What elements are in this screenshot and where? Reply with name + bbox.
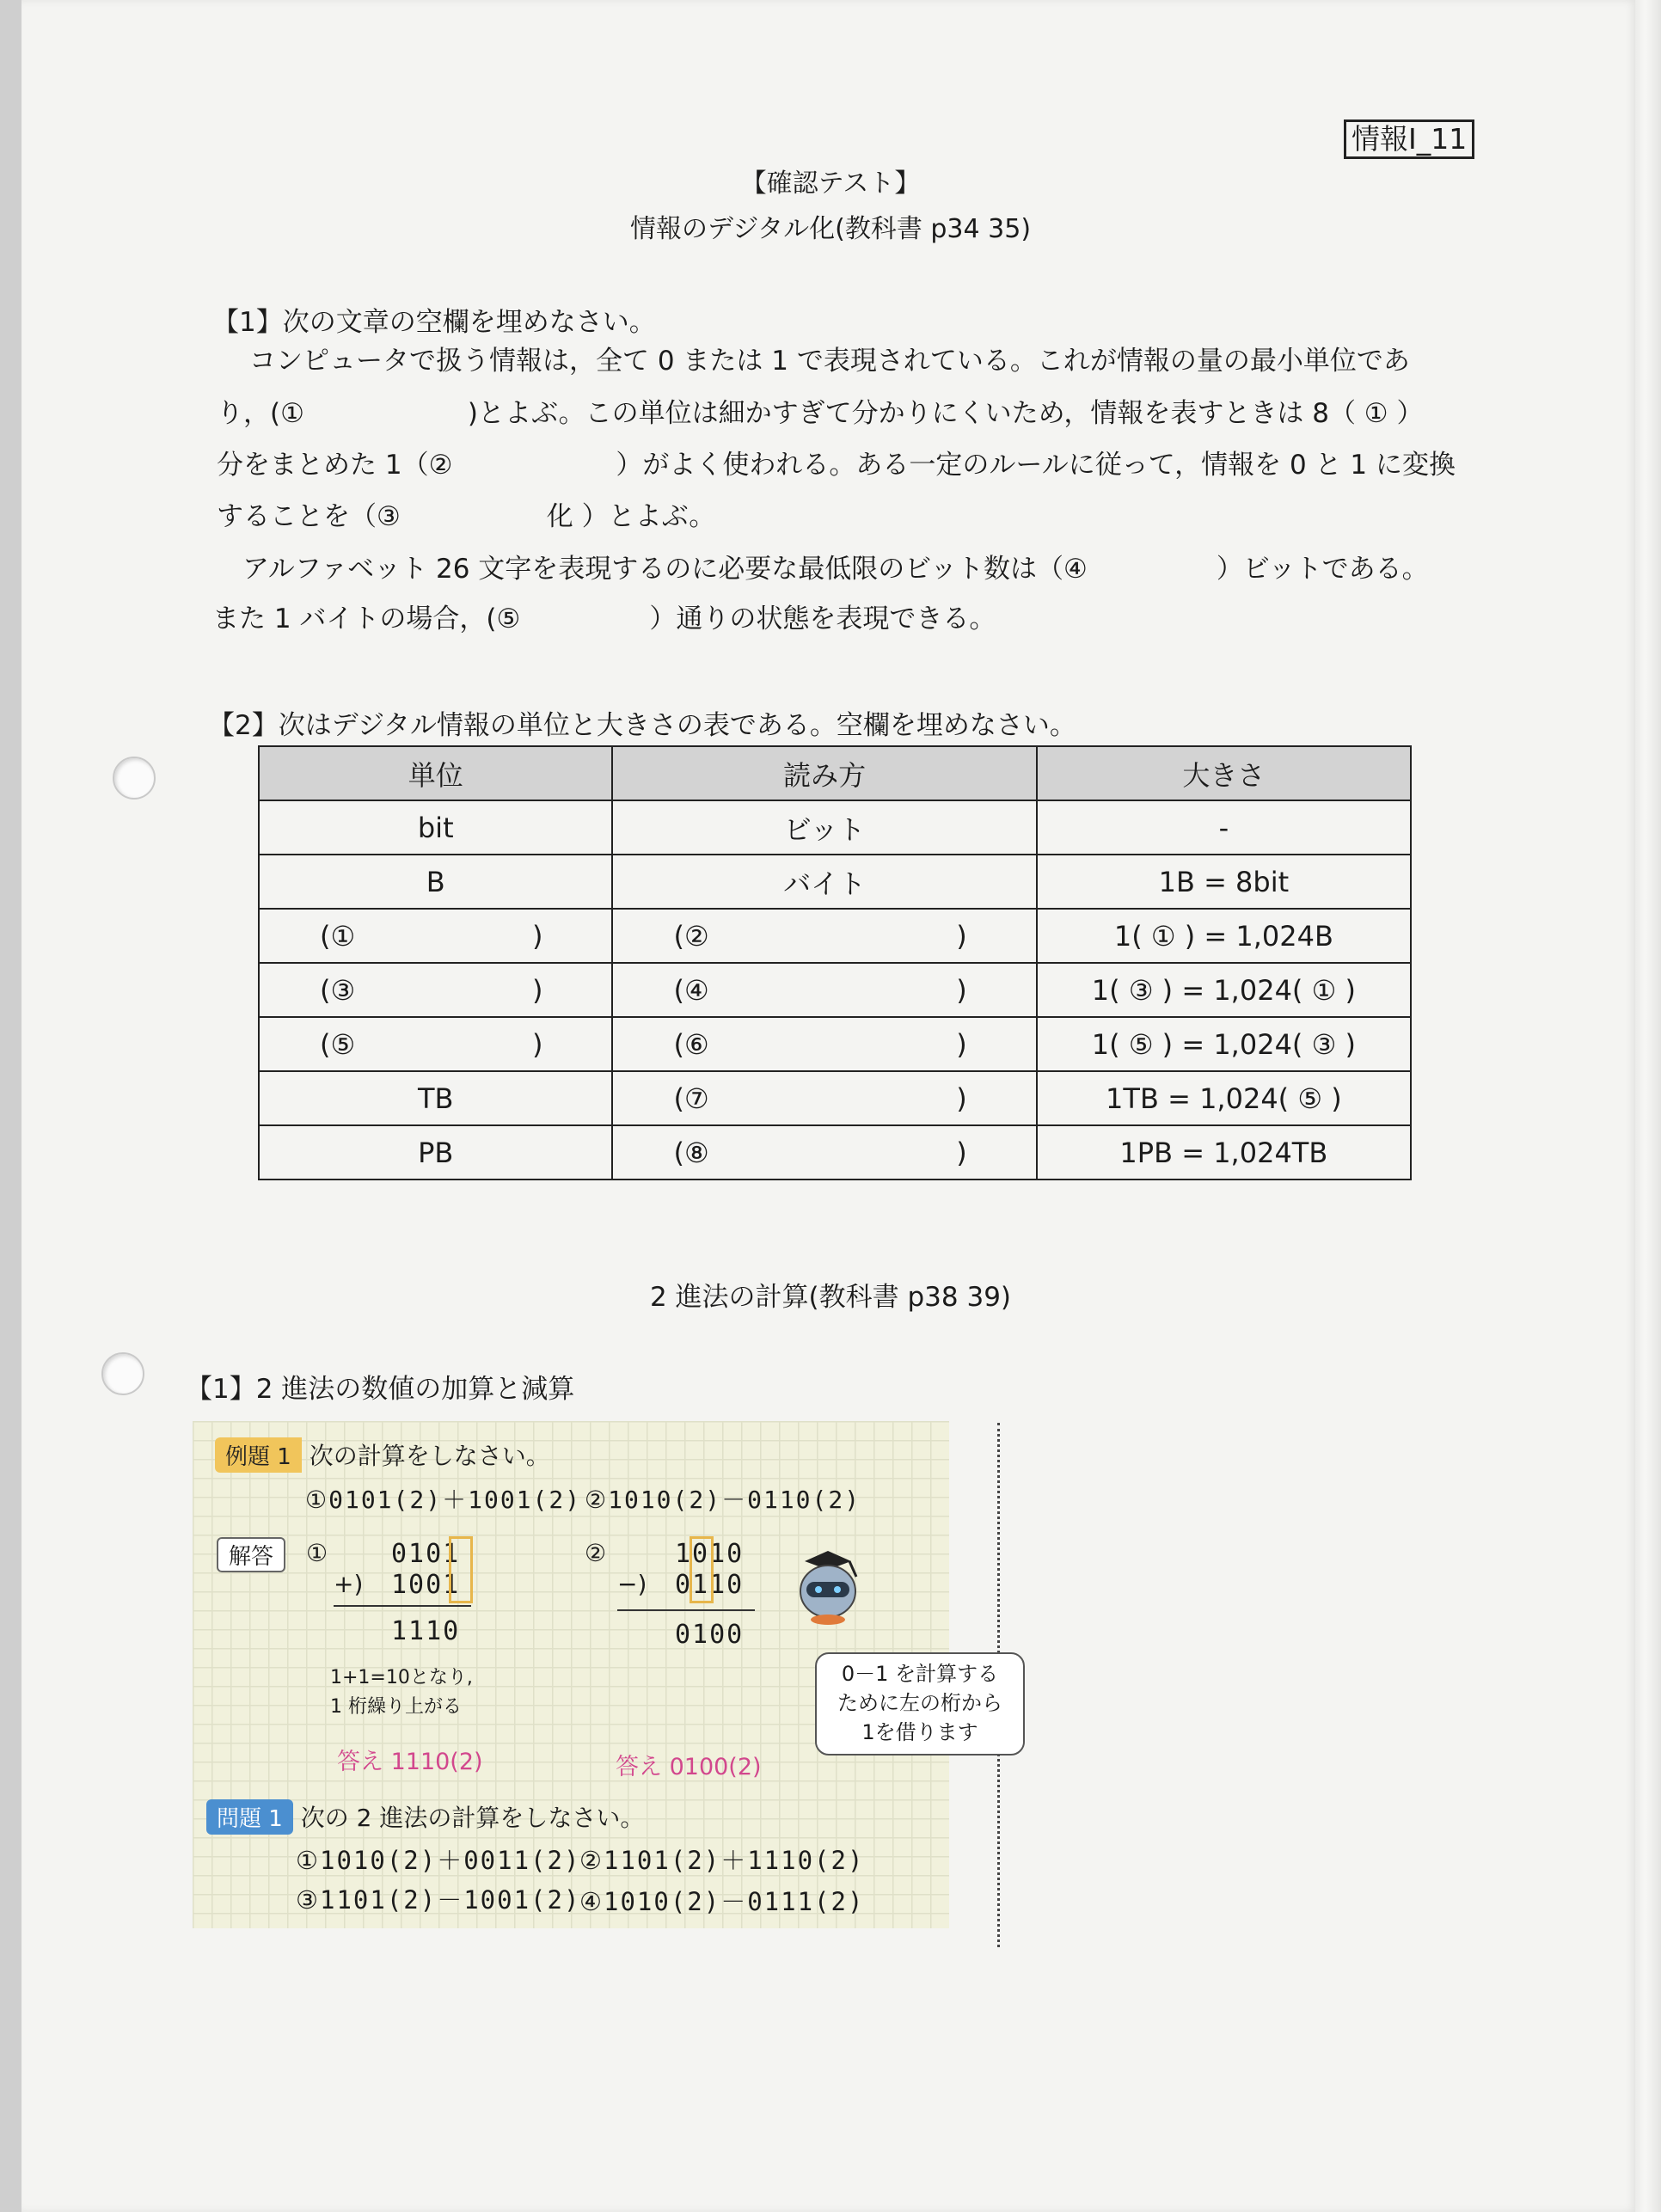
size-cell: 1( ① ) = 1,024B bbox=[1037, 909, 1411, 963]
q1-line bbox=[242, 547, 1429, 585]
section1-title: 情報のデジタル化(教科書 p34 35) bbox=[629, 214, 1032, 244]
paper-stack-edge bbox=[1635, 0, 1661, 2212]
unit-cell[interactable] bbox=[259, 909, 612, 963]
table-header-row bbox=[259, 746, 1411, 800]
q1-heading: 【1】次の文章の空欄を埋めなさい。 bbox=[212, 307, 656, 338]
calc1-top: 0101 bbox=[391, 1539, 461, 1569]
calc2-top: 1010 bbox=[675, 1539, 745, 1569]
problem-item-2[interactable]: ②1101(2)＋1110(2) bbox=[579, 1846, 865, 1875]
answer-header bbox=[217, 1537, 285, 1572]
unit-cell: B bbox=[259, 855, 612, 909]
reading-cell[interactable] bbox=[612, 963, 1036, 1017]
calc1-op: +) bbox=[334, 1570, 364, 1598]
q1-fragment: )とよぶ。この単位は細かすぎて分かりにくいため，情報を表すときは 8（ ① ） bbox=[467, 398, 1424, 429]
q1-line bbox=[212, 597, 996, 635]
q1-fragment: り，(① bbox=[217, 398, 304, 429]
blank-label: (⑦ bbox=[673, 1081, 709, 1115]
punch-hole bbox=[113, 757, 156, 800]
example-answer-1: 答え 1110(2) bbox=[337, 1749, 483, 1775]
blank-label: (④ bbox=[673, 973, 709, 1007]
header-unit: 単位 bbox=[259, 746, 612, 800]
unit-cell: TB bbox=[259, 1071, 612, 1125]
calc1-label: ① bbox=[306, 1539, 328, 1567]
blank-label: (③ bbox=[320, 973, 356, 1007]
sum-line bbox=[334, 1605, 471, 1607]
reading-cell[interactable] bbox=[612, 1125, 1036, 1180]
reading-cell: ビット bbox=[612, 800, 1036, 855]
blank-close: ) bbox=[956, 1081, 967, 1115]
blank-label: (⑤ bbox=[320, 1027, 356, 1061]
blank-label: (① bbox=[320, 919, 356, 953]
blank-label: (② bbox=[673, 919, 709, 953]
section2-heading: 【1】2 進法の数値の加算と減算 bbox=[186, 1374, 575, 1405]
table-row bbox=[259, 800, 1411, 855]
q1-fragment: ）がよく使われる。ある一定のルールに従って，情報を 0 と 1 に変換 bbox=[616, 450, 1456, 481]
calc1-mid: 1001 bbox=[391, 1570, 461, 1600]
example-problem-1: ①0101(2)＋1001(2) bbox=[305, 1486, 582, 1514]
problem-instruction: 次の 2 進法の計算をしなさい。 bbox=[300, 1804, 645, 1832]
size-cell: 1( ③ ) = 1,024( ① ) bbox=[1037, 963, 1411, 1017]
q1-fragment: ）ビットである。 bbox=[1216, 554, 1429, 585]
blank-label: (⑥ bbox=[673, 1027, 709, 1061]
subject-badge: 情報Ⅰ_11 bbox=[1344, 119, 1474, 159]
problem-item-1[interactable]: ①1010(2)＋0011(2) bbox=[296, 1846, 581, 1875]
example-problem-2: ②1010(2)－0110(2) bbox=[585, 1486, 861, 1514]
size-cell: 1B = 8bit bbox=[1037, 855, 1411, 909]
q1-fragment: 分をまとめた 1（② bbox=[217, 450, 453, 481]
q1-fragment: 化 ）とよぶ。 bbox=[546, 501, 716, 532]
hint-line: ために左の桁から bbox=[837, 1691, 1002, 1715]
blank-close: ) bbox=[956, 973, 967, 1007]
table-row bbox=[259, 1017, 1411, 1071]
robot-mascot-icon bbox=[789, 1544, 867, 1630]
size-cell: 1( ⑤ ) = 1,024( ③ ) bbox=[1037, 1017, 1411, 1071]
size-cell: - bbox=[1037, 800, 1411, 855]
q1-fragment: また 1 バイトの場合，(⑤ bbox=[212, 604, 521, 634]
q2-heading: 【2】次はデジタル情報の単位と大きさの表である。空欄を埋めなさい。 bbox=[208, 710, 1076, 741]
answer-tag: 解答 bbox=[217, 1537, 285, 1572]
size-cell: 1TB = 1,024( ⑤ ) bbox=[1037, 1071, 1411, 1125]
q1-fragment: アルファベット 26 文字を表現するのに必要な最低限のビット数は（④ bbox=[242, 554, 1088, 585]
blank-close: ) bbox=[956, 1027, 967, 1061]
example-header bbox=[215, 1437, 550, 1473]
example-instruction: 次の計算をしなさい。 bbox=[309, 1442, 550, 1470]
punch-hole bbox=[101, 1352, 144, 1395]
problem-header bbox=[206, 1799, 644, 1835]
unit-cell[interactable] bbox=[259, 1017, 612, 1071]
q1-fragment: ）通りの状態を表現できる。 bbox=[649, 604, 996, 634]
table-row bbox=[259, 1071, 1411, 1125]
q1-line bbox=[217, 494, 715, 533]
calc2-label: ② bbox=[585, 1539, 607, 1567]
calc2-op: −) bbox=[617, 1570, 647, 1598]
table-row bbox=[259, 963, 1411, 1017]
blank-close: ) bbox=[956, 1136, 967, 1169]
reading-cell: バイト bbox=[612, 855, 1036, 909]
header-reading: 読み方 bbox=[612, 746, 1036, 800]
blank-close: ) bbox=[531, 919, 543, 953]
header-size: 大きさ bbox=[1037, 746, 1411, 800]
problem-tag: 問題 1 bbox=[206, 1799, 293, 1835]
example-answer-2: 答え 0100(2) bbox=[616, 1754, 762, 1780]
difference-line bbox=[617, 1609, 755, 1611]
table-row bbox=[259, 1125, 1411, 1180]
calc1-result: 1110 bbox=[391, 1616, 461, 1646]
problem-item-3[interactable]: ③1101(2)－1001(2) bbox=[296, 1885, 581, 1915]
blank-close: ) bbox=[531, 1027, 543, 1061]
q1-fragment: することを（③ bbox=[217, 501, 401, 532]
hint-line: 1を借ります bbox=[861, 1720, 978, 1744]
calc2-result: 0100 bbox=[675, 1620, 745, 1650]
example-tag: 例題 1 bbox=[215, 1437, 302, 1473]
reading-cell[interactable] bbox=[612, 1017, 1036, 1071]
size-cell: 1PB = 1,024TB bbox=[1037, 1125, 1411, 1180]
blank-close: ) bbox=[956, 919, 967, 953]
highlight-box bbox=[690, 1536, 714, 1603]
blank-label: (⑧ bbox=[673, 1136, 709, 1169]
reading-cell[interactable] bbox=[612, 1071, 1036, 1125]
table-row bbox=[259, 909, 1411, 963]
test-title: 【確認テスト】 bbox=[740, 169, 921, 199]
blank-close: ) bbox=[531, 973, 543, 1007]
unit-cell: PB bbox=[259, 1125, 612, 1180]
section2-title: 2 進法の計算(教科書 p38 39) bbox=[649, 1282, 1012, 1313]
problem-item-4[interactable]: ④1010(2)－0111(2) bbox=[579, 1887, 865, 1916]
highlight-box bbox=[449, 1536, 473, 1603]
carry-note: 1 桁繰り上がる bbox=[330, 1696, 462, 1718]
q1-line: コンピュータで扱う情報は，全て 0 または 1 で表現されている。これが情報の量の最小単位であ bbox=[249, 346, 1410, 377]
q1-line bbox=[217, 443, 1456, 481]
calc2-mid: 0110 bbox=[675, 1570, 745, 1600]
units-table bbox=[258, 745, 1412, 1180]
unit-cell: bit bbox=[259, 800, 612, 855]
reading-cell[interactable] bbox=[612, 909, 1036, 963]
hint-line: 0－1 を計算する bbox=[841, 1662, 999, 1686]
table-row bbox=[259, 855, 1411, 909]
unit-cell[interactable] bbox=[259, 963, 612, 1017]
carry-note: 1+1=10となり, bbox=[330, 1667, 473, 1688]
hint-bubble bbox=[815, 1652, 1025, 1756]
q1-line bbox=[217, 391, 1423, 430]
